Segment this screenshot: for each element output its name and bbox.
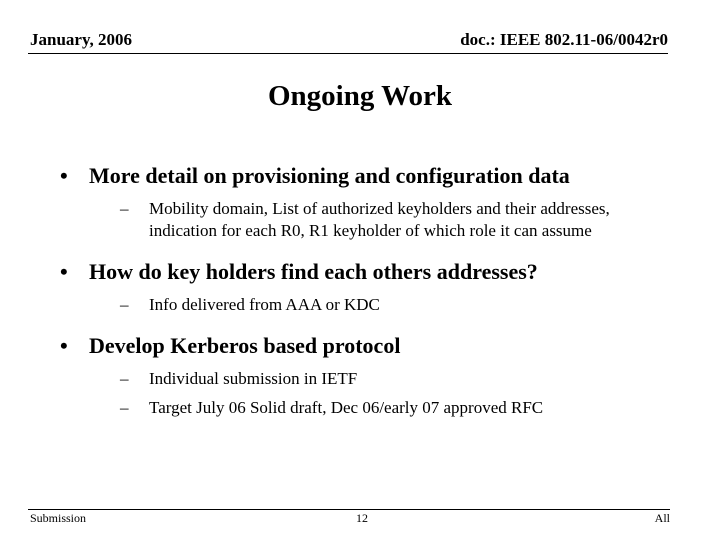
sub-item-text: Mobility domain, List of authorized keyholders and their addresses, indication for each R0, R1 keyholder of which role it can assume	[149, 199, 610, 240]
bullet-text: Develop Kerberos based protocol	[89, 333, 401, 358]
footer-divider	[28, 509, 670, 510]
slide-body	[60, 160, 680, 433]
page-number: 12	[356, 511, 368, 525]
sub-item-text: Info delivered from AAA or KDC	[149, 295, 380, 314]
sub-item-text: Target July 06 Solid draft, Dec 06/early 07 approved RFC	[149, 398, 544, 417]
footer-submission: Submission	[30, 511, 87, 525]
bullet-text: More detail on provisioning and configuration data	[89, 163, 570, 188]
dash-icon: –	[120, 295, 129, 314]
sub-item	[120, 368, 680, 390]
footer-author: All	[654, 511, 670, 525]
slide-title: Ongoing Work	[268, 80, 452, 112]
sub-item	[120, 397, 680, 419]
dash-icon: –	[120, 199, 129, 218]
header-date: January, 2006	[30, 30, 133, 49]
header-divider	[28, 53, 668, 54]
bullet-3	[60, 330, 680, 362]
sub-item	[120, 198, 680, 242]
bullet-2-subitems	[120, 294, 680, 316]
bullet-text: How do key holders find each others addresses?	[89, 259, 538, 284]
bullet-icon: •	[60, 259, 68, 284]
sub-item-text: Individual submission in IETF	[149, 369, 358, 388]
bullet-2	[60, 256, 680, 288]
bullet-icon: •	[60, 333, 68, 358]
bullet-1	[60, 160, 680, 192]
dash-icon: –	[120, 369, 129, 388]
bullet-1-subitems	[120, 198, 680, 242]
bullet-icon: •	[60, 163, 68, 188]
bullet-3-subitems	[120, 368, 680, 419]
sub-item	[120, 294, 680, 316]
dash-icon: –	[120, 398, 129, 417]
header-doc-id: doc.: IEEE 802.11-06/0042r0	[460, 30, 668, 49]
